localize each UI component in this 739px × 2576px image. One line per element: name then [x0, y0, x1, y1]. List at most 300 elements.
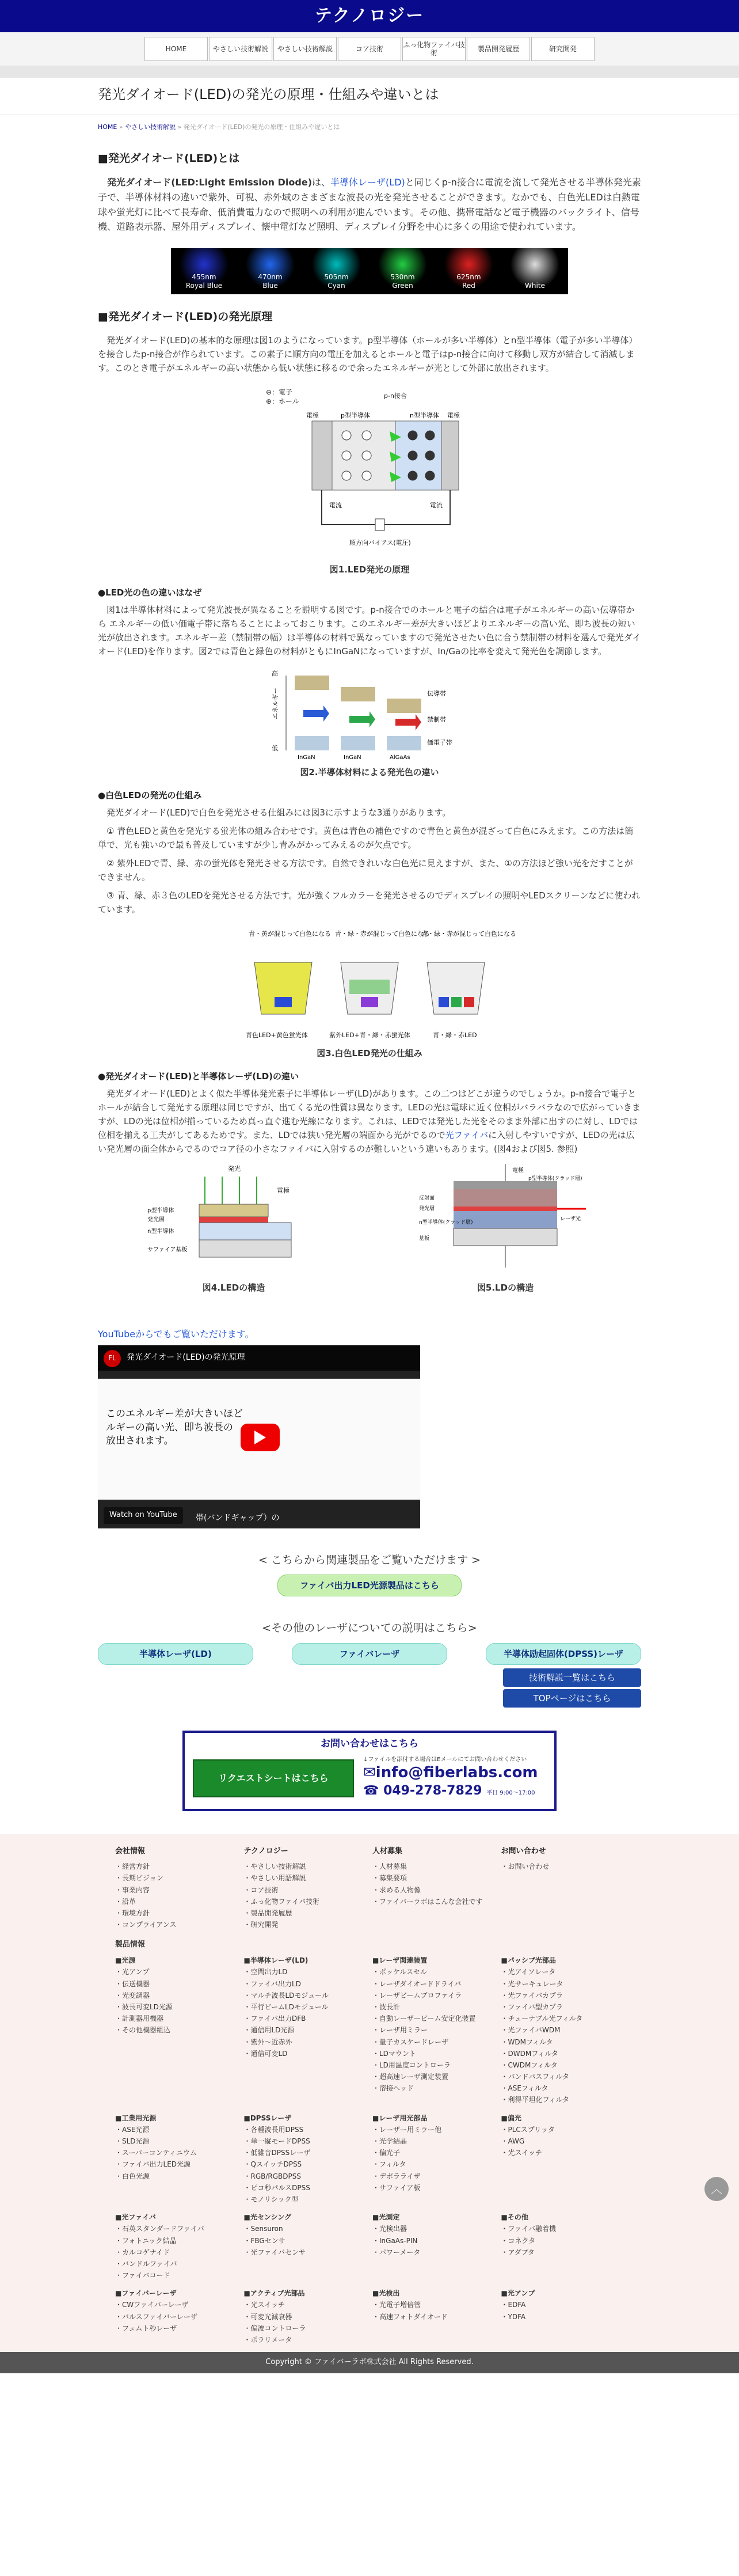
footer-link[interactable]: ・SLD光源 — [115, 2137, 150, 2146]
fig5-active — [454, 1207, 557, 1211]
footer-link[interactable]: ・光アンプ — [115, 1968, 150, 1976]
fig5-el-label: 電極 — [512, 1167, 524, 1174]
footer-link[interactable]: ・製品開発履歴 — [243, 1909, 292, 1918]
footer-link[interactable]: ・バンドルファイバ — [115, 2259, 177, 2268]
footer-column-heading: 会社情報 — [115, 1847, 146, 1856]
breadcrumb: HOME » やさしい技術解説 » 発光ダイオード(LED)の発光の原理・仕組みや違いとは — [98, 123, 340, 131]
email-address: info@fiberlabs.com — [375, 1763, 538, 1781]
footer-link[interactable]: ・偏波コントローラ — [243, 2324, 306, 2332]
fig5-laser-label: レーザ光 — [560, 1216, 581, 1223]
led-color-name: Red — [462, 282, 475, 290]
footer-column — [501, 2211, 624, 2282]
footer-link[interactable]: ・ピコ秒パルスDPSS — [243, 2183, 310, 2192]
footer-link[interactable]: ・環境方針 — [115, 1909, 150, 1918]
footer-products-2 — [115, 2112, 624, 2206]
ld-explain-link[interactable]: 半導体レーザ(LD) — [98, 1643, 253, 1665]
footer-link[interactable]: ・経営方針 — [115, 1862, 150, 1871]
led-wavelength: 505nm — [324, 272, 349, 281]
footer-column — [244, 1846, 367, 1931]
fig4-n-label: n型半導体 — [147, 1228, 174, 1235]
footer-column — [372, 2211, 496, 2282]
footer-link[interactable]: ・光ファイバカプラ — [501, 1991, 563, 2000]
footer-link[interactable]: ・ASE光源 — [115, 2125, 150, 2134]
video-text-1: このエネルギー差が大きいほど — [106, 1407, 243, 1420]
footer-link[interactable]: ■光ファイバ — [115, 2213, 156, 2222]
footer-link[interactable]: ・FBGセンサ — [243, 2236, 285, 2245]
subheading-color: ●LED光の色の違いはなぜ — [98, 587, 202, 598]
youtube-embed[interactable] — [98, 1345, 420, 1528]
footer-link[interactable]: ・WDMフィルタ — [501, 2038, 553, 2046]
section-heading-led: ■発光ダイオード(LED)とは — [98, 151, 240, 165]
channel-logo: FL — [104, 1350, 121, 1367]
led-color-photo — [171, 248, 568, 294]
footer-link[interactable]: ・ファイバコード — [115, 2271, 170, 2280]
led-color-name: Blue — [262, 282, 278, 290]
footer-link[interactable]: ・光スイッチ — [501, 2149, 543, 2157]
footer-link[interactable]: ・レーザダイオードドライバ — [372, 1979, 462, 1988]
white-p4: ③ 青、緑、赤３色のLEDを発光させる方法です。光が強くフルカラーを発光させるのでディスプレイの照明やLEDスクリーンなどに使われています。 — [98, 890, 641, 915]
footer-link[interactable]: ・RGB/RGBDPSS — [243, 2172, 301, 2180]
footer-column — [115, 2112, 238, 2206]
intro-rest: と同じくp-n接合に電流を流して発光させる半導体発光素子で、半導体材料の違いで紫外、可視、赤外域のさまざまな波長の光を発光させることができます。なかでも、白色光LEDは白熱電球や蛍光灯に比べて長寿命、低消費電力なので照明への利用が進んでいます。その他、携帯電話など電子機器のバックライト、信号機、道路表示器、屋外用ディスプレイ、懐中電灯など照明、ディスプレイ分野を中心に多くの用途で使われています。 — [98, 177, 641, 233]
footer-link[interactable]: ・レーザ用ミラー — [372, 2026, 428, 2035]
fig5-substrate — [454, 1228, 557, 1246]
footer-link[interactable]: ・アダプタ — [501, 2248, 535, 2256]
intro-paragraph — [98, 175, 641, 234]
fig3-led-1 — [254, 962, 312, 1014]
fig5-ld-structure — [419, 1164, 592, 1273]
crumb-tech[interactable]: やさしい技術解説 — [125, 123, 176, 131]
nav-history[interactable]: 製品開発履歴 — [467, 37, 530, 61]
footer-link[interactable]: ・光ファイバWDM — [501, 2026, 561, 2035]
fig2-caption: 図2.半導体材料による発光色の違い — [300, 767, 439, 778]
fig2-conduction-band: 伝導帯 — [427, 690, 446, 698]
section-heading-principle: ■発光ダイオード(LED)の発光原理 — [98, 310, 273, 323]
footer-column — [501, 1846, 624, 1931]
footer-link[interactable]: ・研究開発 — [243, 1921, 279, 1929]
footer-link[interactable]: ・コア技術 — [243, 1885, 279, 1894]
footer-link[interactable]: ・ポラリメータ — [243, 2336, 292, 2344]
fig3-caption: 図3.白色LED発光の仕組み — [317, 1048, 422, 1059]
footer-link[interactable]: ・空間出力LD — [243, 1968, 288, 1976]
footer-link[interactable]: ・単一縦モードDPSS — [243, 2137, 310, 2146]
led-swatch — [502, 248, 568, 294]
footer-link[interactable]: ・その他機器組込 — [115, 2026, 171, 2035]
fig4-sub-label: サファイア基板 — [147, 1247, 188, 1254]
led-wavelength: 455nm — [192, 272, 216, 281]
footer-link[interactable]: ・やさしい用語解説 — [243, 1874, 306, 1883]
footer-products-4 — [115, 2287, 624, 2346]
led-vs-ld-text-a: 発光ダイオード(LED)とよく似た半導体発光素子に半導体レーザ(LD)があります。この二つはどこが違うのでしょうか。p-n接合で電子とホールが結合して発光する原理は同じですが、出てくる光の性質は異なります。LEDの光は電球に近く位相がバラバラなので広がっていきますが、LDの光は位相が揃っているため真っ直ぐ進む光線になります。これは、LEDでは発光した光をそのまま外部に出すのに対し、LDでは位相を揃える工夫がしてあるためです。また、LDでは狭い発光層の端面から光がでるので — [98, 1088, 641, 1141]
fig3-cap-3: 青・緑・赤LED — [433, 1031, 477, 1039]
footer-link[interactable]: ■光測定 — [372, 2213, 400, 2222]
other-lasers-heading: <その他のレーザについての説明はこちら> — [262, 1622, 477, 1635]
led-swatch — [237, 248, 303, 294]
fig5-n-label: n型半導体(クラッド層) — [419, 1220, 473, 1226]
footer-link[interactable]: ・カルコゲナイド — [115, 2248, 170, 2256]
footer-column — [372, 1846, 496, 1931]
footer-link[interactable]: ・CWファイバーレーザ — [115, 2301, 189, 2309]
white-p1: 発光ダイオード(LED)で白色を発光させる仕組みには図3に示すような3通りがあります。 — [106, 807, 451, 818]
fig4-substrate — [199, 1240, 291, 1257]
footer-products-3 — [115, 2211, 624, 2282]
site-footer — [0, 1834, 739, 2352]
footer-link[interactable]: ・ファイバ型カプラ — [501, 2002, 563, 2011]
video-title[interactable]: 発光ダイオード(LED)の発光原理 — [127, 1352, 245, 1362]
crumb-home[interactable]: HOME — [98, 123, 117, 131]
footer-link[interactable]: ・光アイソレータ — [501, 1968, 556, 1976]
footer-link[interactable]: ・通信可変LD — [243, 2049, 288, 2058]
footer-link[interactable]: ・ファイバ出力LED光源 — [115, 2160, 191, 2169]
led-swatch — [436, 248, 502, 294]
ld-link[interactable]: 半導体レーザ(LD) — [330, 177, 405, 188]
footer-column — [115, 2287, 238, 2346]
dpss-link[interactable]: 半導体励起固体(DPSS)レーザ — [486, 1643, 641, 1665]
footer-column — [244, 1955, 367, 2106]
footer-column — [372, 2287, 496, 2346]
footer-link[interactable]: ■アクティブ光部品 — [243, 2289, 305, 2298]
fig1-electrode-right: 電極 — [447, 412, 460, 420]
footer-link[interactable]: ・溶接ヘッド — [372, 2084, 414, 2093]
fig1-bias: 順方向バイアス(電圧) — [349, 539, 411, 547]
led-color-name: Green — [392, 282, 413, 290]
footer-link[interactable]: ■半導体レーザ(LD) — [243, 1956, 308, 1965]
footer-link[interactable]: ・ASEフィルタ — [501, 2084, 548, 2093]
intro-ha: は、 — [312, 177, 331, 188]
footer-link[interactable]: ・バンドパスフィルタ — [501, 2073, 569, 2081]
fig1-p-label: p型半導体 — [341, 412, 370, 420]
footer-link[interactable]: ・長期ビジョン — [115, 1874, 163, 1883]
footer-link[interactable]: ・QスイッチDPSS — [243, 2160, 302, 2169]
led-swatch — [370, 248, 436, 294]
footer-link[interactable]: ・計測器用機器 — [115, 2014, 164, 2023]
footer-link[interactable]: ・石英スタンダードファイバ — [115, 2225, 204, 2233]
video-subtitle: 帯(バンドギャップ）の — [196, 1513, 280, 1523]
footer-link[interactable]: ・伝送機器 — [115, 1979, 150, 1988]
footer-link[interactable]: ・人材募集 — [372, 1862, 407, 1871]
footer-link[interactable]: ・光サーキュレータ — [501, 1979, 563, 1988]
footer-link[interactable]: ・偏光子 — [372, 2149, 401, 2157]
footer-column-heading: テクノロジー — [243, 1847, 288, 1856]
fig1-current-r: 電流 — [430, 502, 443, 510]
led-wavelength: 530nm — [390, 272, 415, 281]
footer-link[interactable]: ・募集要項 — [372, 1874, 407, 1883]
footer-link[interactable]: ・ポッケルスセル — [372, 1968, 428, 1976]
footer-link[interactable]: ・超高速レーザ測定装置 — [372, 2073, 449, 2081]
led-vs-ld-text-b: に入射しやすいですが、LEDの光は広い発光層の面全体からでるのでコア径の小さなファイバに入射するのが難しいという違いもあります。(図4および図5. 参照) — [98, 1130, 635, 1155]
footer-link[interactable]: ・白色光源 — [115, 2172, 150, 2180]
footer-link[interactable]: ・PLCスプリッタ — [501, 2125, 555, 2134]
footer-columns — [115, 1846, 624, 1931]
fig4-active-layer — [199, 1217, 268, 1223]
watch-on-youtube[interactable]: Watch on YouTube — [104, 1507, 183, 1524]
footer-column — [501, 1955, 624, 2106]
fig4-fig5-row — [98, 1164, 641, 1304]
fig2-valence-band: 価電子帯 — [427, 739, 452, 747]
footer-link[interactable]: ・YDFA — [501, 2312, 526, 2321]
fig2-low: 低 — [272, 745, 278, 753]
footer-link[interactable]: ・CWDMフィルタ — [501, 2061, 558, 2069]
footer-link[interactable]: ・マルチ波長LDモジュール — [243, 1991, 329, 2000]
led-swatch — [171, 248, 237, 294]
footer-link[interactable]: ・波長可変LD光源 — [115, 2002, 173, 2011]
page-title: 発光ダイオード(LED)の発光の原理・仕組みや違いとは — [0, 78, 739, 115]
footer-link[interactable]: ・コネクタ — [501, 2236, 536, 2245]
footer-link[interactable]: ・光検出器 — [372, 2225, 407, 2233]
footer-link[interactable]: ■その他 — [501, 2213, 528, 2222]
chevron-up-icon: ︿ — [711, 2182, 722, 2196]
footer-link[interactable]: ・事業内容 — [115, 1885, 150, 1894]
footer-link[interactable]: ・パルスファイバーレーザ — [115, 2312, 197, 2321]
footer-link[interactable]: ・モノリシック型 — [243, 2195, 299, 2203]
fig3-led-3 — [427, 962, 485, 1014]
footer-link[interactable]: ・フェムト秒レーザ — [115, 2324, 177, 2332]
footer-link[interactable]: ・LDマウント — [372, 2049, 416, 2058]
fig1-current-l: 電流 — [329, 502, 342, 510]
fig1-battery — [375, 519, 384, 530]
intro-term: 発光ダイオード(LED:Light Emission Diode) — [107, 177, 313, 188]
video-text-3: 放出されます。 — [106, 1435, 174, 1447]
footer-link[interactable]: ■光アンプ — [501, 2289, 535, 2298]
fig4-layer-label: 発光層 — [147, 1217, 165, 1224]
request-sheet-label: リクエストシートはこちら — [218, 1772, 329, 1784]
fig1-electrode-l — [312, 421, 332, 490]
footer-link[interactable]: ・光スイッチ — [243, 2301, 285, 2309]
footer-column — [372, 1955, 496, 2106]
tech-list-button[interactable]: 技術解説一覧はこちら — [503, 1668, 641, 1687]
footer-column-heading: 人材募集 — [372, 1847, 403, 1856]
footer-link[interactable]: ・コンプライアンス — [115, 1921, 177, 1929]
back-to-top-button[interactable] — [704, 2177, 729, 2201]
led-wavelength: 470nm — [258, 272, 283, 281]
footer-link[interactable]: ・フォトニック結晶 — [115, 2236, 177, 2245]
principle-paragraph: 発光ダイオード(LED)の基本的な原理は図1のようになっています。p型半導体（ホールが多い半導体）とn型半導体（電子が多い半導体）を接合したp-n接合が作られています。この素子に順方向の電圧を加えるとホールと電子はp-n接合に向けて移動し双方が結合して消滅します。このとき電子がエネルギーの高い状態から低い状態に移るので余ったエネルギーが光として外部に放出されます。 — [98, 335, 638, 374]
footer-link[interactable]: ・Sensuron — [243, 2225, 283, 2233]
fig3-label-1: 青・黄が混じって白色になる — [249, 930, 331, 938]
footer-link[interactable]: ・DWDMフィルタ — [501, 2049, 558, 2058]
crumb-current: 発光ダイオード(LED)の発光の原理・仕組みや違いとは — [183, 123, 340, 131]
led-color-name: Cyan — [327, 282, 345, 290]
led-swatch — [303, 248, 370, 294]
fig1-electrode-r — [441, 421, 459, 490]
footer-link[interactable]: ・光ファイバセンサ — [243, 2248, 306, 2256]
fig4-p-label: p型半導体 — [147, 1208, 174, 1215]
footer-products-heading: 製品情報 — [115, 1940, 146, 1949]
fig5 — [419, 1164, 592, 1304]
fig4-electrode-top: 電極 — [277, 1187, 289, 1195]
footer-link[interactable]: ・AWG — [501, 2137, 525, 2146]
related-heading: < こちらから関連製品をご覧いただけます > — [258, 1553, 481, 1566]
nav-fluoride[interactable]: ふっ化物ファイバ技術 — [402, 37, 466, 61]
footer-link[interactable]: ・パワーメータ — [372, 2248, 421, 2256]
play-icon — [254, 1431, 266, 1444]
footer-link[interactable]: ・光変調器 — [115, 1991, 150, 2000]
footer-link[interactable]: ■光源 — [115, 1956, 136, 1965]
footer-link[interactable]: ・量子カスケードレーザ — [372, 2038, 449, 2046]
main-nav — [0, 32, 739, 66]
fig1-led-principle-diagram — [266, 386, 473, 559]
footer-link[interactable]: ・光学結晶 — [372, 2137, 407, 2146]
fig3-white-led-diagram — [237, 928, 516, 1043]
footer-link[interactable]: ・可変光減衰器 — [243, 2312, 292, 2321]
nav-home[interactable]: HOME — [144, 37, 208, 61]
footer-link[interactable]: ■パッシブ光部品 — [501, 1956, 556, 1965]
fig1-caption: 図1.LED発光の原理 — [329, 564, 410, 575]
footer-link[interactable]: ・フィルタ — [372, 2160, 406, 2169]
footer-link[interactable]: ・各種波長用DPSS — [243, 2125, 304, 2134]
led-source-link[interactable]: ファイバ出力LED光源製品はこちら — [277, 1575, 462, 1596]
footer-link[interactable]: ・波長計 — [372, 2002, 401, 2011]
fig3-cap-2: 紫外LED+青・緑・赤蛍光体 — [329, 1031, 410, 1039]
fiber-link[interactable]: 光ファイバ — [445, 1130, 489, 1141]
fig1-legend-electron: ⊖：電子 — [266, 388, 293, 397]
fig5-p-clad — [454, 1189, 557, 1207]
main-content — [0, 150, 739, 1812]
footer-link[interactable]: ・ファイバ融着機 — [501, 2225, 557, 2233]
footer-link[interactable]: ・ファイバ出力DFB — [243, 2014, 306, 2023]
footer-link[interactable]: ・EDFA — [501, 2301, 526, 2309]
fig1-pn-label: p-n接合 — [384, 392, 407, 400]
footer-column — [115, 2211, 238, 2282]
nav-core-tech[interactable]: コア技術 — [338, 37, 401, 61]
nav-glossary[interactable]: やさしい技術解説 — [273, 37, 337, 61]
footer-link[interactable]: ・利得平坦化フィルタ — [501, 2096, 570, 2104]
fig4-rays — [205, 1177, 257, 1204]
gray-band — [0, 66, 739, 78]
footer-column — [244, 2112, 367, 2206]
fig2-mat-2: InGaN — [344, 754, 361, 761]
footer-link[interactable]: ・LD用温度コントローラ — [372, 2061, 451, 2069]
footer-link[interactable]: ・ふっ化物ファイバ技術 — [243, 1897, 320, 1906]
fig1-n-label: n型半導体 — [410, 412, 439, 420]
fig4-p-layer — [199, 1204, 268, 1217]
footer-column — [244, 2211, 367, 2282]
white-p3: ② 紫外LEDで青、緑、赤の蛍光体を発光させる方法です。自然できれいな白色光に見えますが、また、①の方法ほど強い光をだすことができません。 — [98, 858, 633, 883]
footer-link[interactable]: ・光電子増倍管 — [372, 2301, 421, 2309]
footer-column-heading: お問い合わせ — [501, 1847, 546, 1856]
footer-column — [244, 2287, 367, 2346]
footer-link[interactable]: ・チューナブル光フィルタ — [501, 2014, 583, 2023]
footer-link[interactable]: ・スーパーコンティニウム — [115, 2149, 197, 2157]
inquiry-note: ↓ファイルを添付する場合はEメールにてお問い合わせください — [363, 1756, 527, 1763]
subheading-white: ●白色LEDの発光の仕組み — [98, 790, 202, 801]
inquiry-box — [182, 1731, 557, 1812]
footer-link[interactable]: ■偏光 — [501, 2114, 521, 2122]
footer-link[interactable]: ・低雑音DPSSレーザ — [243, 2149, 311, 2157]
hours: 平日 9:00〜17:00 — [486, 1790, 535, 1797]
led-color-name: Royal Blue — [185, 282, 223, 290]
fig2-energy-axis: エネルギー — [272, 688, 279, 720]
footer-link[interactable]: ・レーザビームプロファイラ — [372, 1991, 462, 2000]
nav-rnd[interactable]: 研究開発 — [531, 37, 595, 61]
fig2-gap: 禁制帯 — [427, 716, 446, 724]
youtube-header — [98, 1345, 420, 1371]
footer-link[interactable]: ・レーザー用ミラー他 — [372, 2125, 442, 2134]
white-p2: ① 青色LEDと黄色を発光する蛍光体の組み合わせです。黄色は青色の補色ですので青色と黄色が混ざって白色にみえます。この方法は簡単で、光も強いので最も普及していますが少し青みがかってみえるのが欠点です。 — [98, 826, 634, 851]
fig4-led-structure — [147, 1164, 320, 1273]
fig3-led-2 — [341, 962, 398, 1014]
footer-column — [115, 1846, 238, 1931]
fig4-caption: 図4.LEDの構造 — [202, 1283, 265, 1293]
footer-link[interactable]: ・沿革 — [115, 1897, 136, 1906]
fig5-reflect-label: 反射面 — [419, 1196, 435, 1202]
footer-link[interactable]: ■工業用光源 — [115, 2114, 157, 2122]
footer-link[interactable]: ■レーザ関連装置 — [372, 1956, 428, 1965]
led-vs-ld-paragraph — [98, 1087, 641, 1156]
footer-column — [372, 2112, 496, 2206]
footer-link[interactable]: ・高速フォトダイオード — [372, 2312, 448, 2321]
fig4-n-layer — [199, 1223, 291, 1240]
fig2-bandgap-diagram — [272, 670, 467, 762]
footer-link[interactable]: ■DPSSレーザ — [243, 2114, 292, 2122]
fig5-sub-label: 基板 — [419, 1236, 430, 1242]
footer-link[interactable]: ・紫外〜近赤外 — [243, 2038, 292, 2046]
footer-link[interactable]: ・やさしい技術解説 — [243, 1862, 306, 1871]
fig4-light-label: 発光 — [228, 1165, 241, 1173]
footer-link[interactable]: ・サファイア板 — [372, 2183, 421, 2192]
fig5-electrode-top — [454, 1181, 557, 1189]
inquiry-title: お問い合わせはこちら — [321, 1737, 418, 1750]
footer-column — [501, 2287, 624, 2346]
fig3-cap-1: 青色LED+黄色蛍光体 — [246, 1031, 308, 1039]
footer-link[interactable]: ■光検出 — [372, 2289, 400, 2298]
footer-column — [115, 1955, 238, 2106]
fig3-label-2: 青・緑・赤が混じって白色になる — [335, 930, 430, 938]
play-button[interactable] — [241, 1424, 280, 1451]
fiber-laser-link[interactable]: ファイバレーザ — [292, 1643, 447, 1665]
fig5-p-label: p型半導体(クラッド層) — [528, 1176, 582, 1182]
footer-link[interactable]: ■レーザ用光部品 — [372, 2114, 428, 2122]
footer-link[interactable]: ・デポラライザ — [372, 2172, 421, 2180]
site-title: テクノロジー — [314, 6, 425, 26]
footer-link[interactable]: ・InGaAs-PIN — [372, 2236, 418, 2245]
footer-link[interactable]: ・ファイバーラボはこんな会社です — [372, 1897, 483, 1906]
phone-number: 049-278-7829 — [383, 1784, 482, 1799]
footer-link[interactable]: ・平行ビームLDモジュール — [243, 2002, 329, 2011]
fig3-label-3: 青・緑・赤が混じって白色になる — [421, 930, 516, 938]
footer-link[interactable]: ■ファイバーレーザ — [115, 2289, 177, 2298]
subheading-led-vs-ld: ●発光ダイオード(LED)と半導体レーザ(LD)の違い — [98, 1071, 299, 1082]
fig2-high: 高 — [272, 670, 278, 678]
footer-link[interactable]: ・自動レーザービーム安定化装置 — [372, 2014, 476, 2023]
nav-tech-explain[interactable]: やさしい技術解説 — [209, 37, 272, 61]
top-page-button[interactable]: TOPページはこちら — [503, 1689, 641, 1708]
footer-column — [501, 2112, 624, 2206]
footer-link[interactable]: ・お問い合わせ — [501, 1862, 550, 1871]
fig2-mat-3: AlGaAs — [390, 754, 410, 761]
footer-link[interactable]: ・ファイバ出力LD — [243, 1979, 301, 1988]
fig5-caption: 図5.LDの構造 — [477, 1283, 534, 1293]
color-paragraph: 図1は半導体材料によって発光波長が異なることを説明する図です。p-n接合でのホールと電子の結合は電子がエネルギーの高い伝導帯から エネルギーの低い価電子帯に落ちることによっておこります。このエネルギー差が大きいほどよりエネルギーの高い光、即ち波長の短い光が放出されます。エネルギー差（禁制帯の幅）は半導体の材料で異なっていますので発光させたい色に合う禁制帯の材料を選んで発光ダイオード(LED)を作ります。図2では青色と緑色の材料がともにInGaNになっていますが、In/Gaの比率を変えて発光色を調節します。 — [98, 605, 641, 657]
led-color-name: White — [525, 282, 545, 290]
fig4 — [147, 1164, 320, 1304]
copyright: Copyright © ファイバーラボ株式会社 All Rights Reserved. — [0, 2352, 739, 2373]
fig5-layer-label: 発光層 — [419, 1206, 435, 1212]
site-header — [0, 0, 739, 32]
led-wavelength: 625nm — [456, 272, 481, 281]
youtube-heading: YouTubeからでもご覧いただけます。 — [98, 1329, 254, 1340]
fig1-legend-hole: ⊕：ホール — [266, 397, 299, 406]
fig1-electrode-left: 電極 — [306, 412, 319, 420]
footer-link[interactable]: ・通信用LD光源 — [243, 2026, 295, 2035]
video-text-2: ルギーの高い光、即ち波長の — [106, 1421, 233, 1433]
footer-link[interactable]: ■光センシング — [243, 2213, 291, 2222]
email-link[interactable]: ✉info@fiberlabs.com — [363, 1763, 538, 1781]
phone[interactable]: ☎ 049-278-7829 平日 9:00〜17:00 — [363, 1784, 535, 1799]
footer-link[interactable]: ・求める人物像 — [372, 1885, 421, 1894]
request-sheet-button[interactable] — [193, 1759, 354, 1797]
footer-products-1 — [115, 1955, 624, 2106]
